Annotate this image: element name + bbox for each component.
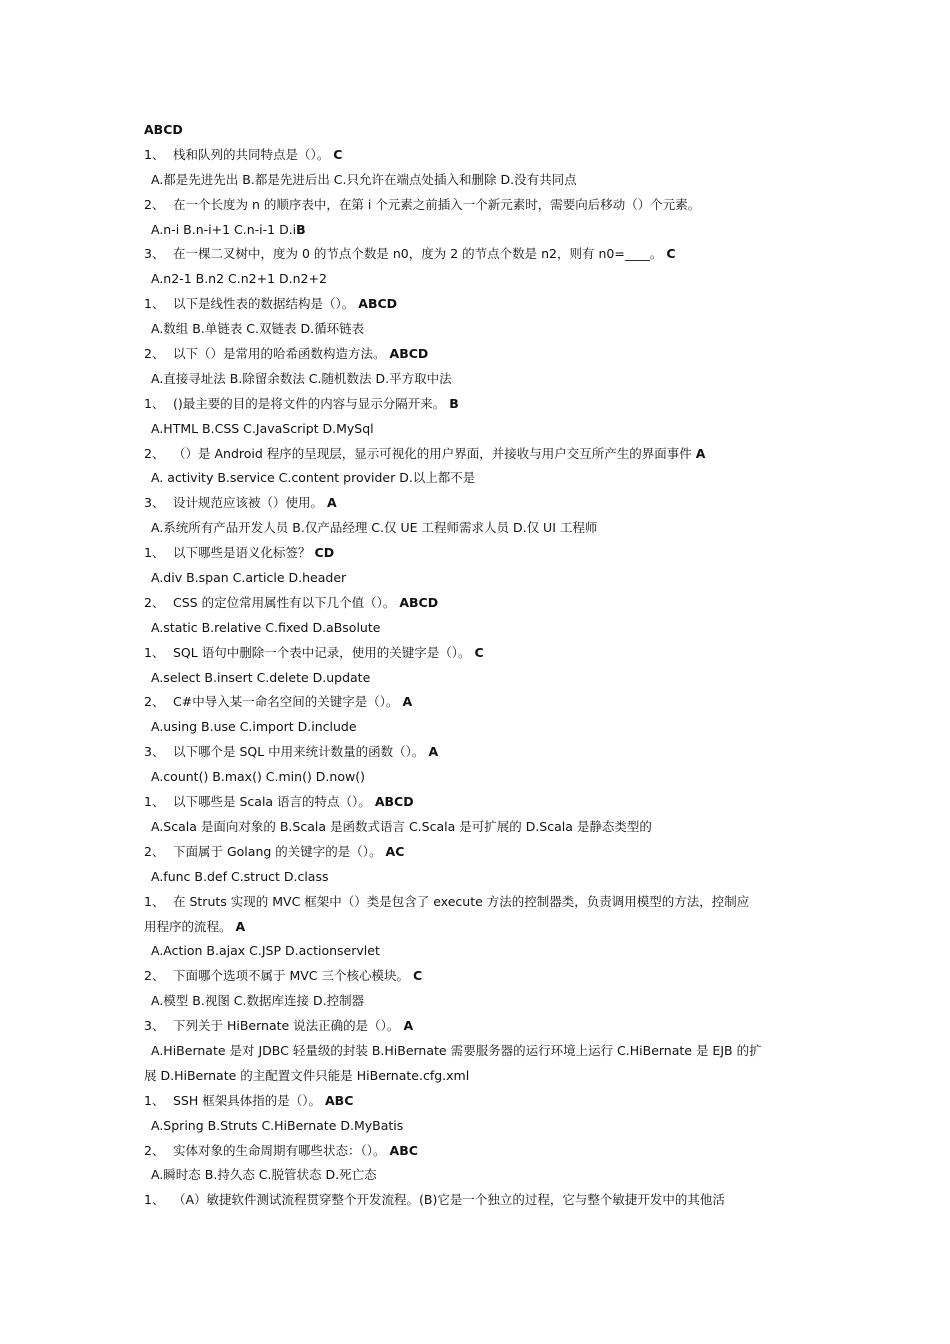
options-line xyxy=(144,765,814,790)
question-text: 下列关于 HiBernate 说法正确的是（）。 xyxy=(173,1018,400,1034)
answer-key: B xyxy=(449,395,459,411)
options-text: A.n2-1 B.n2 C.n2+1 D.n2+2 xyxy=(151,271,327,287)
question-text: 以下（）是常用的哈希函数构造方法。 xyxy=(173,346,386,362)
question-line xyxy=(144,641,814,666)
question-number: 1、 xyxy=(144,893,165,909)
question-line xyxy=(144,242,814,267)
answer-key: CD xyxy=(314,545,335,561)
question-text: 以下哪些是 Scala 语言的特点（）。 xyxy=(173,794,371,810)
question-line xyxy=(144,890,814,915)
question-number: 3、 xyxy=(144,495,165,511)
options-line xyxy=(144,815,814,840)
question-line xyxy=(144,740,814,765)
options-text: A.数组 B.单链表 C.双链表 D.循环链表 xyxy=(151,321,365,337)
question-text: SSH 框架具体指的是（）。 xyxy=(173,1092,321,1108)
question-number: 1、 xyxy=(144,146,165,162)
options-line xyxy=(144,168,814,193)
answer-key: ABCD xyxy=(399,594,439,610)
answer-key: C xyxy=(474,644,484,660)
question-line xyxy=(144,1188,814,1213)
options-line xyxy=(144,666,814,691)
answer-key: A xyxy=(327,495,337,511)
question-number: 1、 xyxy=(144,794,165,810)
options-line xyxy=(144,317,814,342)
question-text: 下面属于 Golang 的关键字的是（）。 xyxy=(173,843,382,859)
question-number: 1、 xyxy=(144,296,165,312)
question-line xyxy=(144,1014,814,1039)
question-line xyxy=(144,964,814,989)
answer-key: ABC xyxy=(389,1142,418,1158)
options-text: A.div B.span C.article D.header xyxy=(151,570,347,586)
question-text: CSS 的定位常用属性有以下几个值（）。 xyxy=(173,594,396,610)
question-number: 1、 xyxy=(144,545,165,561)
question-text: ()最主要的目的是将文件的内容与显示分隔开来。 xyxy=(173,395,446,411)
answer-key: ABCD xyxy=(374,794,414,810)
question-text: SQL 语句中删除一个表中记录，使用的关键字是（）。 xyxy=(173,644,471,660)
answer-key: B xyxy=(296,221,306,237)
question-list xyxy=(144,118,814,1213)
question-text: 设计规范应该被（）使用。 xyxy=(173,495,324,511)
question-line xyxy=(144,392,814,417)
question-line xyxy=(144,541,814,566)
question-text: （）是 Android 程序的呈现层，显示可视化的用户界面，并接收与用户交互所产生的界面事件 xyxy=(173,445,692,461)
question-number: 1、 xyxy=(144,1192,165,1208)
options-line xyxy=(144,466,814,491)
options-text: A.count() B.max() C.min() D.now() xyxy=(151,769,365,785)
question-number: 2、 xyxy=(144,196,165,212)
options-line xyxy=(144,516,814,541)
question-number: 1、 xyxy=(144,395,165,411)
question-line xyxy=(144,591,814,616)
options-text: A. activity B.service C.content provider D.以上都不是 xyxy=(151,470,476,486)
question-text: 栈和队列的共同特点是（）。 xyxy=(173,146,330,162)
options-text: A.n-i B.n-i+1 C.n-i-1 D.i xyxy=(151,221,297,237)
options-line xyxy=(144,715,814,740)
options-text: A.using B.use C.import D.include xyxy=(151,719,357,735)
continuation-line xyxy=(144,1064,814,1089)
options-text: A.select B.insert C.delete D.update xyxy=(151,669,371,685)
question-line xyxy=(144,840,814,865)
question-number: 1、 xyxy=(144,644,165,660)
options-line xyxy=(144,1039,814,1064)
question-text: 下面哪个选项不属于 MVC 三个核心模块。 xyxy=(173,968,410,984)
answer-key: ABCD xyxy=(389,346,429,362)
question-number: 2、 xyxy=(144,1142,165,1158)
question-number: 1、 xyxy=(144,1092,165,1108)
options-text: A.模型 B.视图 C.数据库连接 D.控制器 xyxy=(151,993,365,1009)
question-text: 在一个长度为 n 的顺序表中，在第 i 个元素之前插入一个新元素时，需要向后移动（）个元素。 xyxy=(173,196,701,212)
question-number: 2、 xyxy=(144,843,165,859)
question-line xyxy=(144,143,814,168)
options-line xyxy=(144,616,814,641)
question-line xyxy=(144,790,814,815)
continuation-line xyxy=(144,915,814,940)
options-text: A.func B.def C.struct D.class xyxy=(151,868,329,884)
question-number: 2、 xyxy=(144,594,165,610)
answer-key: C xyxy=(413,968,423,984)
options-text: A.系统所有产品开发人员 B.仅产品经理 C.仅 UE 工程师需求人员 D.仅 UI 工程师 xyxy=(151,520,598,536)
options-line xyxy=(144,566,814,591)
options-text: A.直接寻址法 B.除留余数法 C.随机数法 D.平方取中法 xyxy=(151,370,452,386)
options-line xyxy=(144,989,814,1014)
options-text: A.Scala 是面向对象的 B.Scala 是函数式语言 C.Scala 是可扩展的 D.Scala 是静态类型的 xyxy=(151,818,652,834)
options-line xyxy=(144,939,814,964)
question-number: 2、 xyxy=(144,346,165,362)
answer-key: A xyxy=(695,445,706,461)
answer-key: A xyxy=(403,1018,414,1034)
question-number: 2、 xyxy=(144,445,165,461)
options-line xyxy=(144,1163,814,1188)
question-line xyxy=(144,292,814,317)
answer-header: ABCD xyxy=(144,122,183,137)
question-line xyxy=(144,193,814,218)
question-text: 展 D.HiBernate 的主配置文件只能是 HiBernate.cfg.xml xyxy=(144,1067,470,1083)
question-number: 2、 xyxy=(144,694,165,710)
answer-key: ABC xyxy=(325,1092,354,1108)
answer-key: A xyxy=(402,694,413,710)
answer-key: A xyxy=(235,918,246,934)
question-text: 在 Struts 实现的 MVC 框架中（）类是包含了 execute 方法的控制器类，负责调用模型的方法，控制应 xyxy=(173,893,750,909)
options-text: A.Spring B.Struts C.HiBernate D.MyBatis xyxy=(151,1117,404,1133)
options-text: A.HTML B.CSS C.JavaScript D.MySql xyxy=(151,420,374,436)
question-line xyxy=(144,342,814,367)
question-line xyxy=(144,690,814,715)
options-line xyxy=(144,417,814,442)
options-line xyxy=(144,218,814,243)
options-text: A.Action B.ajax C.JSP D.actionservlet xyxy=(151,943,380,959)
options-line xyxy=(144,1114,814,1139)
options-line xyxy=(144,865,814,890)
question-line xyxy=(144,1089,814,1114)
question-line xyxy=(144,442,814,467)
answer-key: AC xyxy=(385,843,405,859)
question-text: 实体对象的生命周期有哪些状态：（）。 xyxy=(173,1142,386,1158)
question-text: 以下哪个是 SQL 中用来统计数量的函数（）。 xyxy=(173,744,425,760)
options-text: A.HiBernate 是对 JDBC 轻量级的封装 B.HiBernate 需要服务器的运行环境上运行 C.HiBernate 是 EJB 的扩 xyxy=(151,1042,762,1058)
question-text: 以下哪些是语义化标签？ xyxy=(173,545,311,561)
options-text: A.都是先进先出 B.都是先进后出 C.只允许在端点处插入和删除 D.没有共同点 xyxy=(151,171,577,187)
answer-key: ABCD xyxy=(358,296,398,312)
question-text: 以下是线性表的数据结构是（）。 xyxy=(173,296,355,312)
answer-key: A xyxy=(428,744,439,760)
question-number: 3、 xyxy=(144,246,165,262)
question-text: 在一棵二叉树中，度为 0 的节点个数是 n0，度为 2 的节点个数是 n2，则有 n0=____。 xyxy=(173,246,663,262)
question-text: 用程序的流程。 xyxy=(144,918,232,934)
options-line xyxy=(144,267,814,292)
question-line xyxy=(144,1139,814,1164)
question-number: 3、 xyxy=(144,744,165,760)
options-text: A.static B.relative C.fixed D.aBsolute xyxy=(151,619,381,635)
question-text: （A）敏捷软件测试流程贯穿整个开发流程。(B)它是一个独立的过程，它与整个敏捷开发中的其他活 xyxy=(173,1192,725,1208)
question-number: 2、 xyxy=(144,968,165,984)
answer-key: C xyxy=(666,246,676,262)
question-text: C#中导入某一命名空间的关键字是（）。 xyxy=(173,694,399,710)
answer-key: C xyxy=(333,146,343,162)
question-line xyxy=(144,491,814,516)
options-line xyxy=(144,367,814,392)
options-text: A.瞬时态 B.持久态 C.脱管状态 D.死亡态 xyxy=(151,1167,377,1183)
question-number: 3、 xyxy=(144,1018,165,1034)
